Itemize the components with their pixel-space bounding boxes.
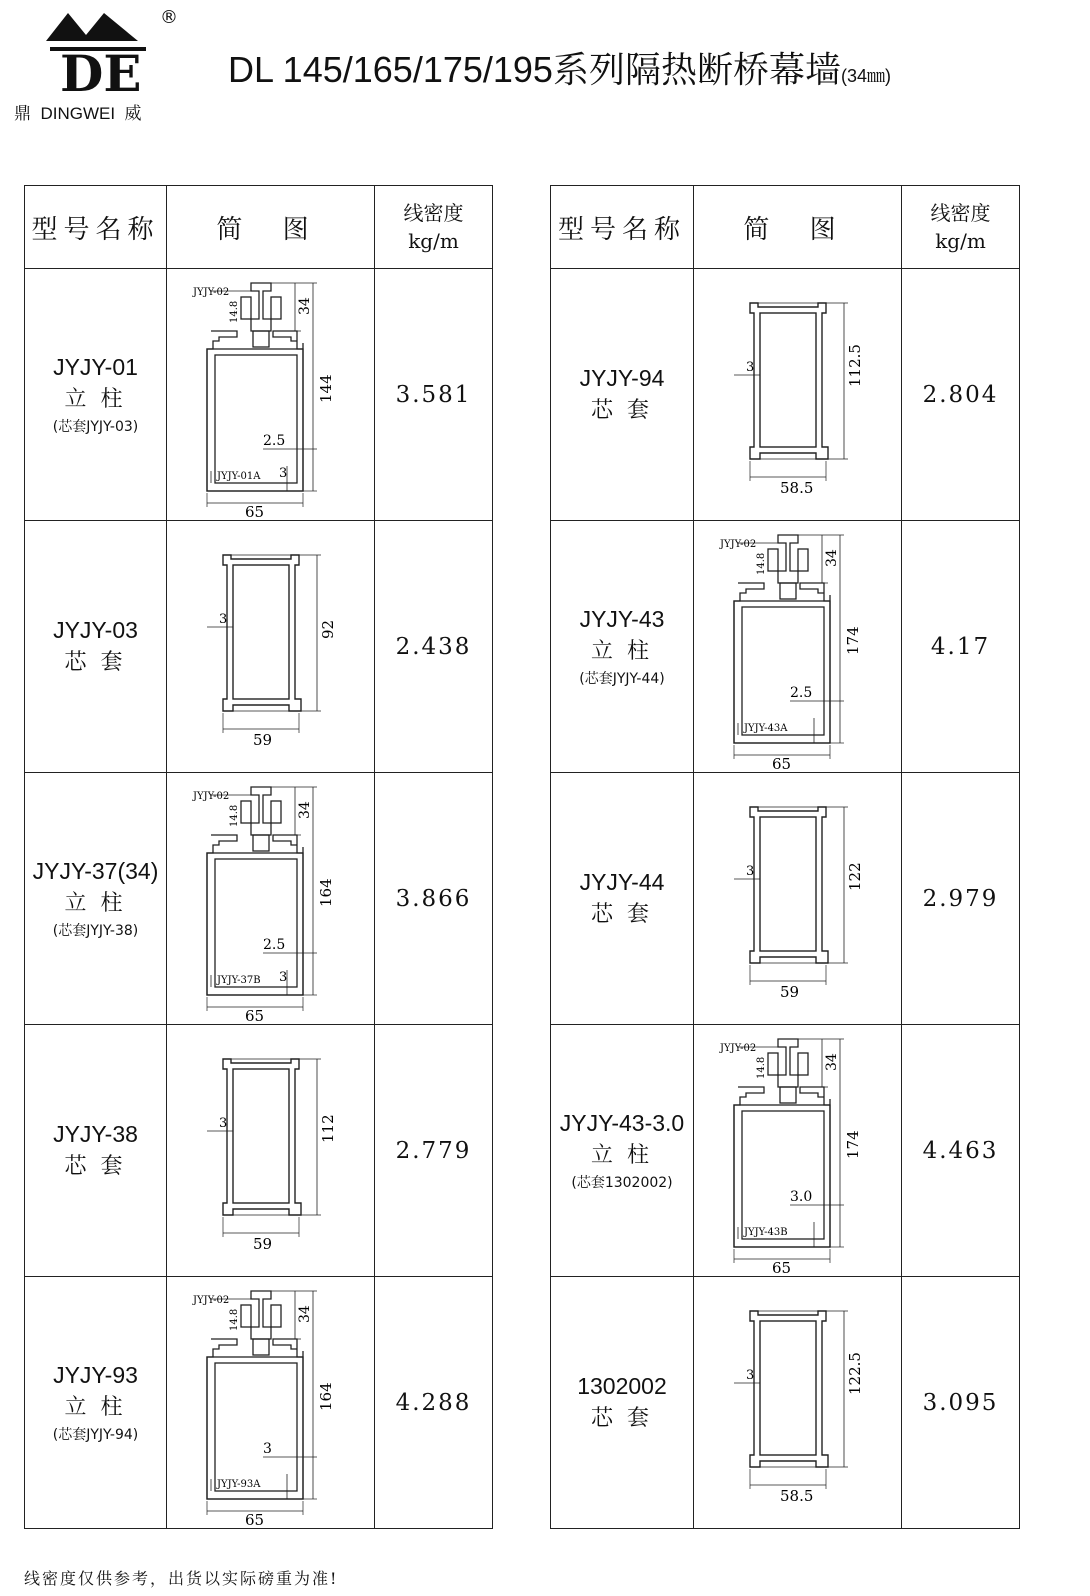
figure-cell <box>694 269 902 521</box>
model-note: (芯套JYJY-03) <box>52 419 139 435</box>
model-kind: 立柱 <box>64 387 137 412</box>
table-header-row <box>25 186 493 269</box>
density-value: 4.17 <box>902 521 1020 773</box>
dim-wall: 3 <box>218 611 227 627</box>
name-cell <box>551 521 694 773</box>
part-label-bottom: JYJY-43B <box>743 1226 788 1238</box>
dim-wall: 3 <box>745 863 754 879</box>
dim-width: 65 <box>771 1258 791 1275</box>
table-row <box>551 269 1020 521</box>
title-main: DL 145/165/175/195系列隔热断桥幕墙 <box>228 49 841 90</box>
mullion-profile-drawing <box>698 1027 898 1275</box>
dim-width: 65 <box>244 1006 264 1023</box>
part-label-bottom: JYJY-43A <box>743 722 787 734</box>
title-suffix: (34㎜) <box>840 66 891 86</box>
dim-34: 34 <box>296 296 313 315</box>
model-code: JYJY-03 <box>53 617 138 643</box>
dim-wall: 2.5 <box>789 684 812 701</box>
part-label-top: JYJY-02 <box>719 538 756 550</box>
model-note: (芯套JYJY-44) <box>579 671 665 687</box>
model-code: JYJY-43 <box>579 606 665 632</box>
header-figure: 简 图 <box>167 186 375 269</box>
part-label-bottom: JYJY-01A <box>216 470 260 482</box>
figure-cell <box>167 521 375 773</box>
part-label-top: JYJY-02 <box>192 1294 229 1306</box>
dim-width: 59 <box>252 730 272 749</box>
dim-wall: 3 <box>218 1115 227 1131</box>
dim-34: 34 <box>296 800 313 819</box>
table-row <box>25 1277 493 1529</box>
figure-cell <box>694 773 902 1025</box>
dim-34: 34 <box>823 1052 840 1071</box>
mullion-profile-drawing <box>171 775 371 1023</box>
dim-small: 14.8 <box>228 1308 240 1331</box>
mullion-profile-drawing <box>171 1279 371 1527</box>
model-code: JYJY-38 <box>53 1121 138 1147</box>
model-note: (芯套1302002) <box>571 1175 673 1191</box>
model-kind: 芯套 <box>590 1406 663 1431</box>
model-kind: 立柱 <box>64 1395 137 1420</box>
dim-wall-2: 3 <box>278 969 287 985</box>
core-profile-drawing <box>698 1283 898 1523</box>
dim-small: 14.8 <box>755 1056 767 1079</box>
dim-height: 122 <box>845 861 864 891</box>
model-kind: 芯套 <box>590 902 663 927</box>
dim-34: 34 <box>296 1304 313 1323</box>
dim-wall: 3.0 <box>789 1188 812 1205</box>
core-profile-drawing <box>171 527 371 767</box>
mullion-profile-drawing <box>698 523 898 771</box>
name-cell <box>25 1025 167 1277</box>
dim-width: 65 <box>771 754 791 771</box>
model-code: 1302002 <box>577 1373 667 1399</box>
dim-34: 34 <box>823 548 840 567</box>
page-title <box>228 42 891 93</box>
density-value: 2.979 <box>902 773 1020 1025</box>
model-kind: 立柱 <box>64 891 137 916</box>
density-value: 4.463 <box>902 1025 1020 1277</box>
dim-wall: 3 <box>745 359 754 375</box>
dim-width: 65 <box>244 1510 264 1527</box>
header-density <box>902 186 1020 269</box>
part-label-bottom: JYJY-37B <box>216 974 261 986</box>
name-cell <box>25 1277 167 1529</box>
name-cell <box>551 1277 694 1529</box>
dim-width: 59 <box>779 982 799 1001</box>
core-profile-drawing <box>171 1031 371 1271</box>
brand-logo <box>10 5 190 125</box>
density-value: 3.095 <box>902 1277 1020 1529</box>
density-value: 3.581 <box>375 269 493 521</box>
density-value: 3.866 <box>375 773 493 1025</box>
name-cell <box>551 269 694 521</box>
dim-height: 174 <box>843 1129 862 1159</box>
header-name: 型号名称 <box>25 186 167 269</box>
footer-note: 线密度仅供参考，出货以实际磅重为准! <box>24 1569 339 1588</box>
dim-height: 144 <box>316 373 335 403</box>
logo-mark <box>46 5 156 95</box>
density-value: 2.804 <box>902 269 1020 521</box>
dim-wall: 3 <box>262 1440 272 1457</box>
table-row <box>25 773 493 1025</box>
model-code: JYJY-37(34) <box>32 858 159 884</box>
registered-mark: ® <box>160 7 178 28</box>
table-row <box>551 773 1020 1025</box>
table-row <box>25 521 493 773</box>
core-profile-drawing <box>698 779 898 1019</box>
header-density-cn: 线密度 <box>403 201 464 225</box>
brand-name: 鼎 DINGWEI 威 <box>14 104 142 123</box>
dim-height: 174 <box>843 625 862 655</box>
profile-table-right <box>550 185 1020 1529</box>
part-label-top: JYJY-02 <box>192 286 229 298</box>
dim-small: 14.8 <box>228 300 240 323</box>
table-row <box>551 521 1020 773</box>
dim-width: 59 <box>252 1234 272 1253</box>
dim-wall-2: 3 <box>278 465 287 481</box>
model-note: (芯套JYJY-94) <box>52 1427 139 1443</box>
dim-small: 14.8 <box>755 552 767 575</box>
profile-table-left <box>24 185 493 1529</box>
header-name: 型号名称 <box>551 186 694 269</box>
table-row <box>25 1025 493 1277</box>
dim-width: 58.5 <box>779 1486 813 1505</box>
model-code: JYJY-94 <box>579 365 665 391</box>
model-kind: 芯套 <box>64 1154 137 1179</box>
core-profile-drawing <box>698 275 898 515</box>
figure-cell <box>167 1025 375 1277</box>
figure-cell <box>167 773 375 1025</box>
model-kind: 立柱 <box>590 639 663 664</box>
model-note: (芯套JYJY-38) <box>52 923 139 939</box>
svg-text:DE: DE <box>60 44 142 95</box>
table-row <box>551 1025 1020 1277</box>
dim-height: 122.5 <box>845 1351 864 1395</box>
figure-cell <box>694 521 902 773</box>
dim-small: 14.8 <box>228 804 240 827</box>
dim-wall: 2.5 <box>262 936 285 953</box>
header-density-unit: kg/m <box>935 229 986 253</box>
dim-height: 164 <box>316 1381 335 1411</box>
dim-width: 58.5 <box>779 478 813 497</box>
dim-width: 65 <box>244 502 264 519</box>
table-row <box>551 1277 1020 1529</box>
figure-cell <box>167 269 375 521</box>
part-label-top: JYJY-02 <box>192 790 229 802</box>
header-density <box>375 186 493 269</box>
name-cell <box>25 773 167 1025</box>
table-header-row <box>551 186 1020 269</box>
dim-height: 92 <box>318 619 337 639</box>
header-figure: 简 图 <box>694 186 902 269</box>
mullion-profile-drawing <box>171 271 371 519</box>
figure-cell <box>694 1025 902 1277</box>
figure-cell <box>694 1277 902 1529</box>
density-value: 2.779 <box>375 1025 493 1277</box>
header-density-unit: kg/m <box>408 229 459 253</box>
name-cell <box>551 773 694 1025</box>
model-code: JYJY-43-3.0 <box>559 1110 685 1136</box>
model-code: JYJY-93 <box>53 1362 138 1388</box>
model-code: JYJY-01 <box>53 354 138 380</box>
dim-height: 112.5 <box>845 343 864 387</box>
density-value: 4.288 <box>375 1277 493 1529</box>
name-cell <box>25 521 167 773</box>
model-kind: 芯套 <box>64 650 137 675</box>
header-density-cn: 线密度 <box>930 201 991 225</box>
table-row <box>25 269 493 521</box>
model-kind: 芯套 <box>590 398 663 423</box>
dim-wall: 2.5 <box>262 432 285 449</box>
dim-height: 164 <box>316 877 335 907</box>
model-kind: 立柱 <box>590 1143 663 1168</box>
dim-height: 112 <box>318 1113 337 1143</box>
dim-wall: 3 <box>745 1367 754 1383</box>
model-code: JYJY-44 <box>579 869 665 895</box>
density-value: 2.438 <box>375 521 493 773</box>
part-label-top: JYJY-02 <box>719 1042 756 1054</box>
part-label-bottom: JYJY-93A <box>216 1478 260 1490</box>
name-cell <box>25 269 167 521</box>
figure-cell <box>167 1277 375 1529</box>
name-cell <box>551 1025 694 1277</box>
